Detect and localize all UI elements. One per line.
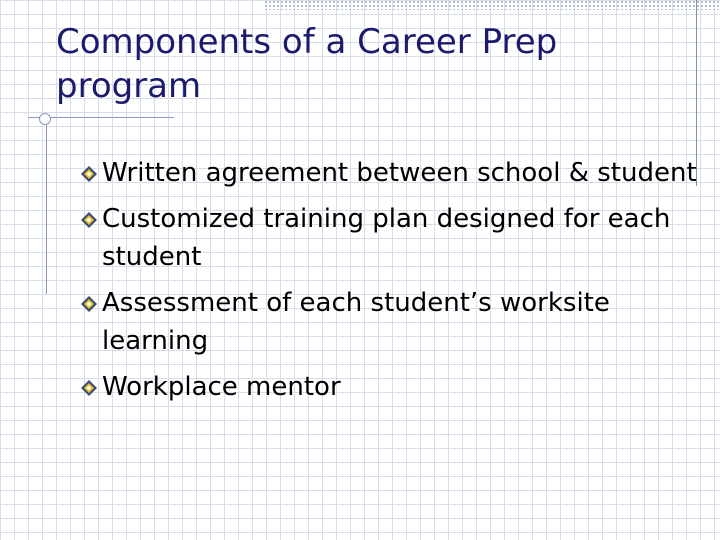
diamond-bullet-icon xyxy=(80,165,98,183)
bullet-item xyxy=(80,200,700,276)
diamond-bullet-icon xyxy=(80,379,98,397)
bullet-text: Written agreement between school & student xyxy=(102,158,697,188)
bullet-item xyxy=(80,284,700,360)
bullet-item xyxy=(80,154,700,192)
bullet-text: Assessment of each student’s worksite learning xyxy=(102,288,610,356)
bullet-item xyxy=(80,368,700,406)
bullet-list xyxy=(80,154,700,414)
circle-ornament xyxy=(39,113,51,125)
slide-title: Components of a Career Prep program xyxy=(56,22,558,106)
bullet-text: Customized training plan designed for each student xyxy=(102,204,671,272)
bullet-text: Workplace mentor xyxy=(102,372,341,402)
diamond-bullet-icon xyxy=(80,211,98,229)
diamond-bullet-icon xyxy=(80,295,98,313)
top-dotted-band xyxy=(264,0,720,10)
left-vertical-rule xyxy=(46,120,47,294)
